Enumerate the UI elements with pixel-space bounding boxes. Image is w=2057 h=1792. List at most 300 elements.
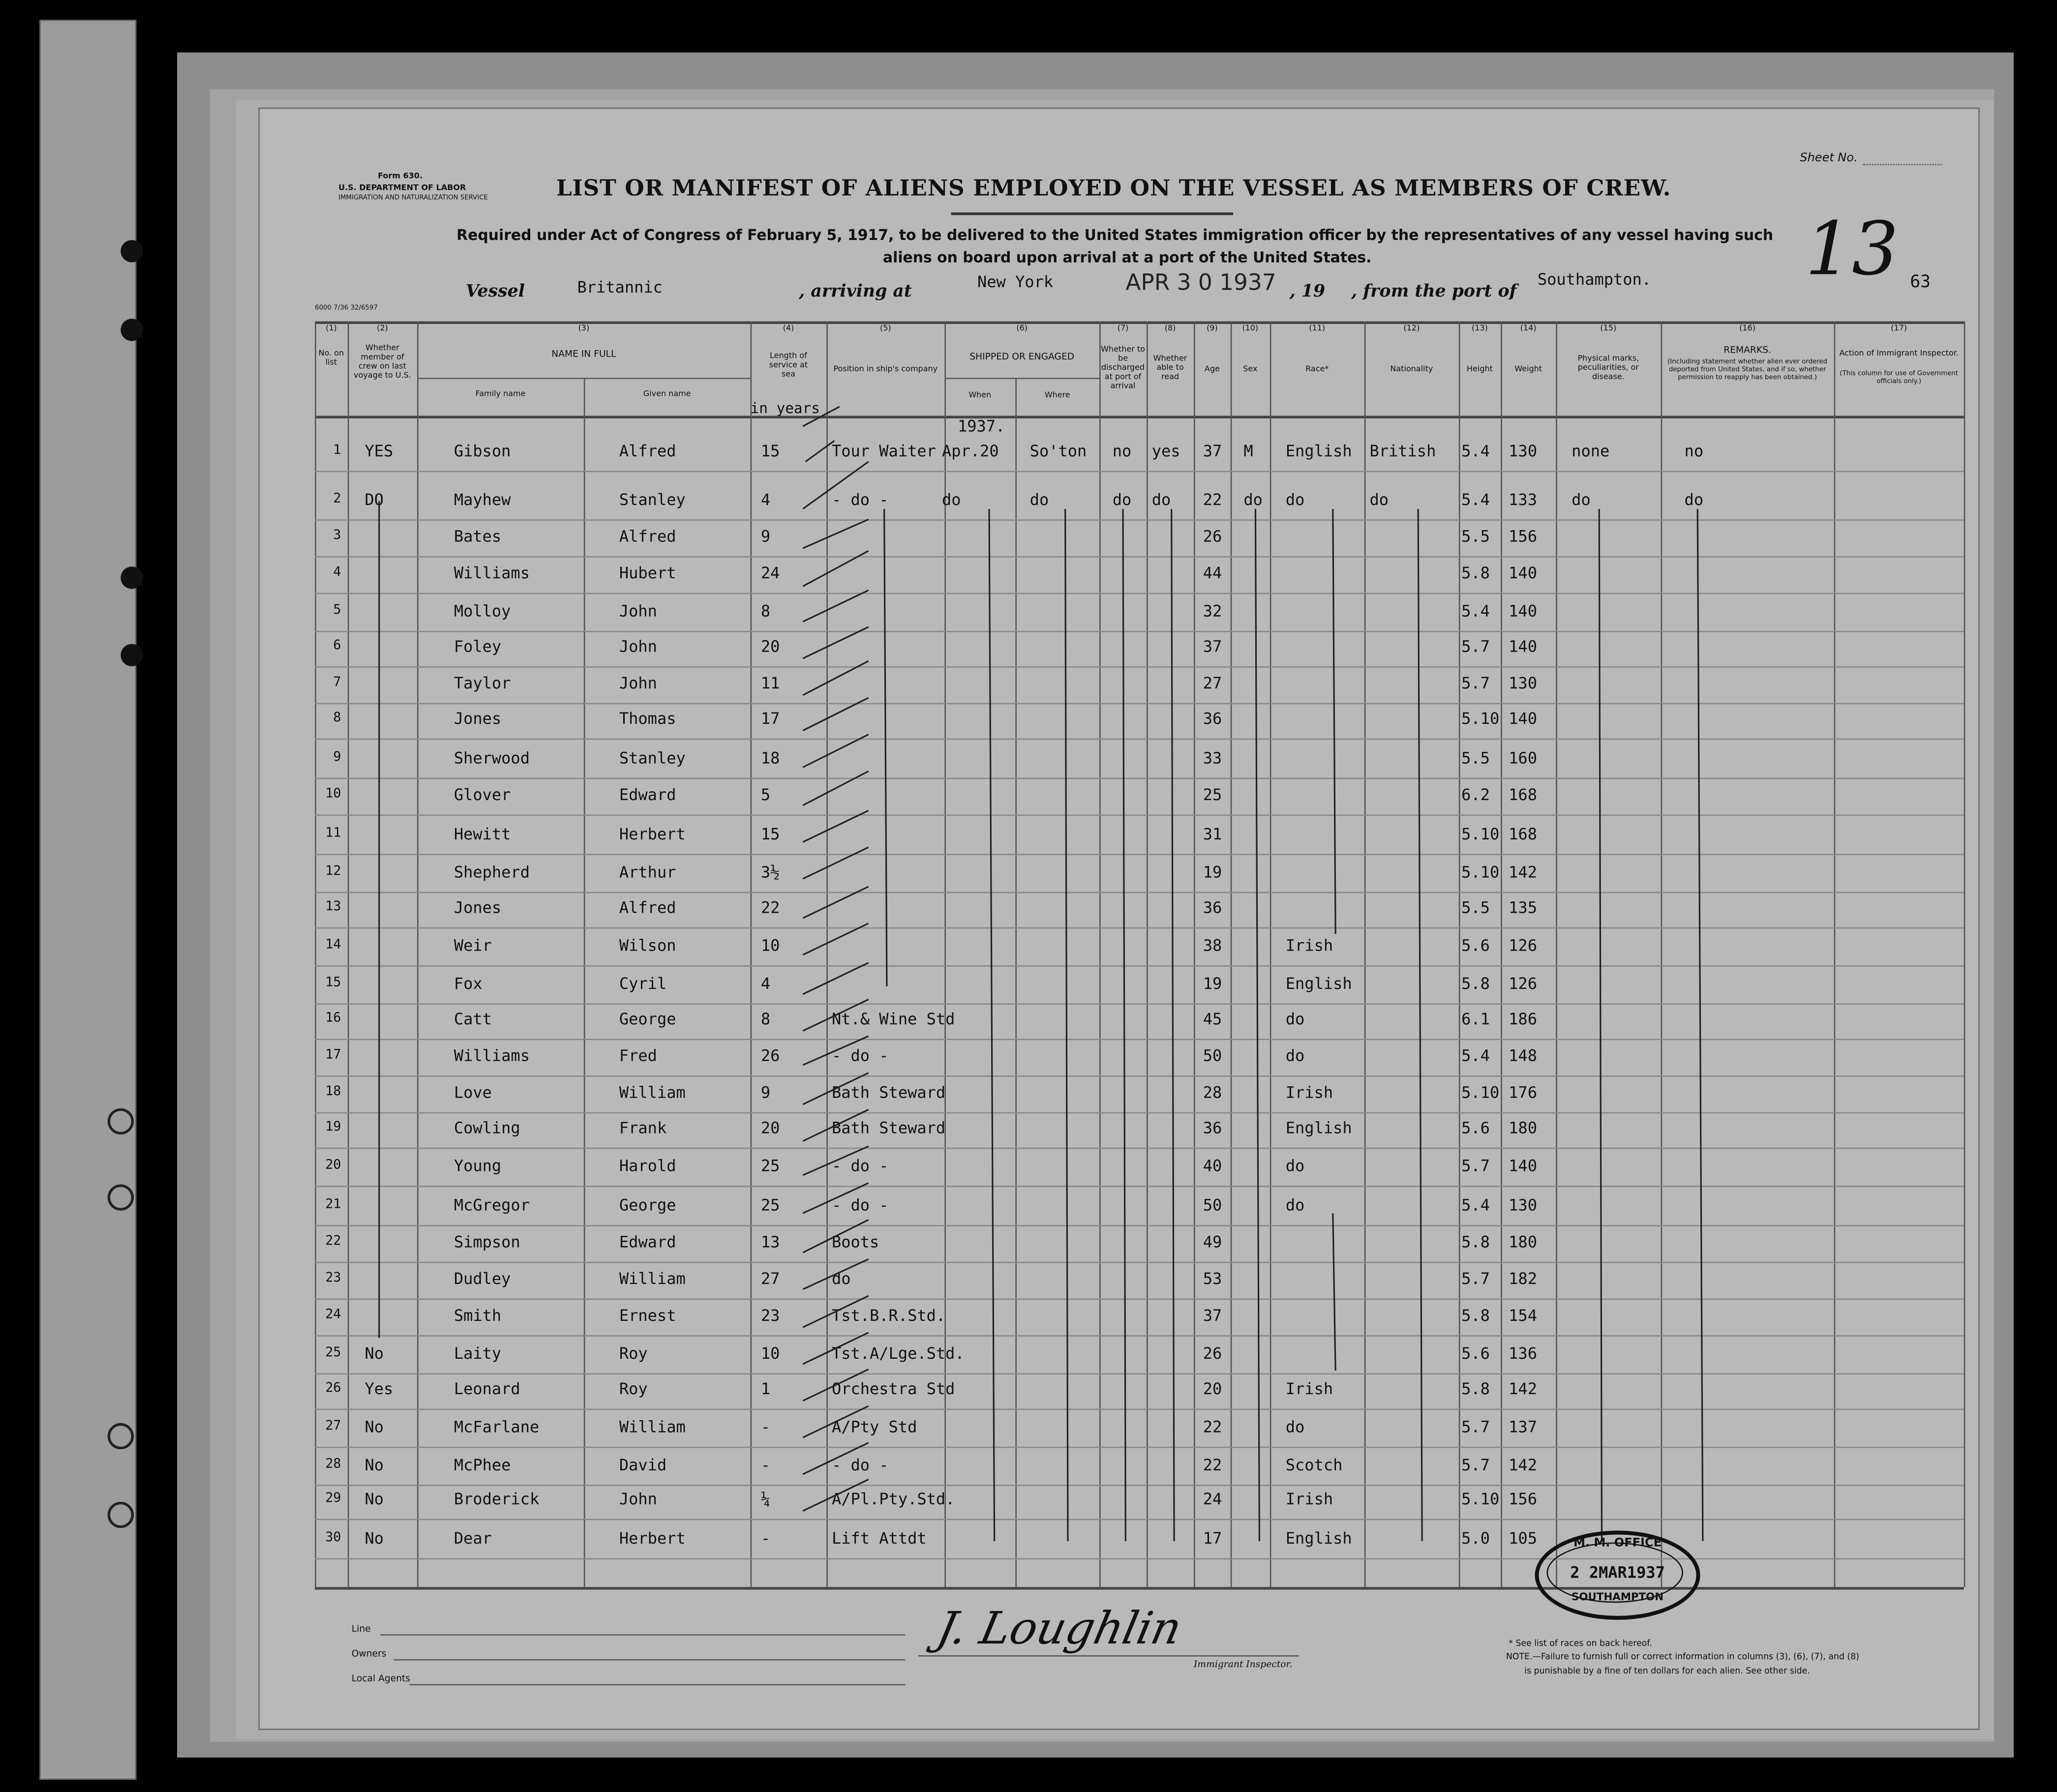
row-given-name: Ernest bbox=[619, 1306, 676, 1325]
row-service-years: 18 bbox=[760, 748, 780, 768]
row-given-name: Arthur bbox=[619, 863, 676, 882]
row-prev-voyage: DO bbox=[364, 490, 384, 509]
inspector-label: Immigrant Inspector. bbox=[1194, 1659, 1293, 1670]
row-height: 6.2 bbox=[1461, 785, 1490, 804]
row-family-name: Sherwood bbox=[454, 748, 530, 768]
row-age: 45 bbox=[1203, 1010, 1222, 1029]
row-height: 5.7 bbox=[1461, 1418, 1490, 1436]
row-family-name: Jones bbox=[454, 898, 502, 917]
row-age: 20 bbox=[1203, 1379, 1222, 1399]
row-age: 19 bbox=[1203, 863, 1222, 882]
col-header-position: Position in ship's company bbox=[833, 364, 938, 374]
row-weight: 180 bbox=[1509, 1119, 1538, 1137]
row-shipped-when: do bbox=[941, 490, 961, 509]
row-race: do bbox=[1285, 1010, 1305, 1029]
row-prev-voyage: YES bbox=[364, 442, 393, 461]
col-num: (13) bbox=[1472, 324, 1488, 333]
row-number: 3 bbox=[333, 528, 341, 543]
row-service-years: 8 bbox=[760, 602, 771, 621]
race-note: * See list of races on back hereof. bbox=[1509, 1638, 1652, 1649]
office-stamp bbox=[1535, 1531, 1700, 1620]
row-height: 5.8 bbox=[1461, 1379, 1490, 1399]
row-family-name: Weir bbox=[454, 936, 492, 955]
row-service-years: 10 bbox=[760, 1344, 780, 1363]
line-rule bbox=[380, 1634, 905, 1636]
row-number: 11 bbox=[325, 826, 341, 841]
from-port: Southampton. bbox=[1537, 270, 1652, 289]
row-age: 49 bbox=[1203, 1233, 1222, 1252]
row-number: 6 bbox=[333, 638, 341, 654]
row-nationality: do bbox=[1369, 490, 1389, 509]
row-race: English bbox=[1285, 1529, 1352, 1548]
row-service-years: 8 bbox=[760, 1010, 771, 1029]
row-given-name: Frank bbox=[619, 1119, 667, 1137]
row-height: 5.10 bbox=[1461, 825, 1500, 843]
row-service-years: 13 bbox=[760, 1233, 780, 1252]
row-service-years: 10 bbox=[760, 936, 780, 955]
row-age: 44 bbox=[1203, 564, 1222, 583]
row-age: 17 bbox=[1203, 1529, 1222, 1548]
row-age: 37 bbox=[1203, 637, 1222, 656]
row-weight: 186 bbox=[1509, 1010, 1538, 1029]
row-weight: 135 bbox=[1509, 898, 1538, 917]
row-sex: do bbox=[1243, 490, 1263, 509]
row-given-name: John bbox=[619, 674, 657, 693]
row-service-years: 1 bbox=[760, 1379, 771, 1399]
row-weight: 130 bbox=[1509, 674, 1538, 693]
row-age: 28 bbox=[1203, 1083, 1222, 1102]
row-given-name: Stanley bbox=[619, 490, 686, 509]
row-family-name: Simpson bbox=[454, 1233, 520, 1252]
row-number: 2 bbox=[333, 492, 341, 507]
col-header-sex: Sex bbox=[1243, 364, 1258, 374]
row-service-years: 9 bbox=[760, 1083, 771, 1102]
row-given-name: Thomas bbox=[619, 709, 676, 728]
row-sex: M bbox=[1243, 442, 1253, 461]
row-age: 38 bbox=[1203, 936, 1222, 955]
col-num: (2) bbox=[377, 324, 388, 333]
row-family-name: Glover bbox=[454, 785, 511, 804]
row-service-years: 26 bbox=[760, 1046, 780, 1065]
row-weight: 140 bbox=[1509, 637, 1538, 656]
row-given-name: Roy bbox=[619, 1379, 648, 1399]
row-age: 26 bbox=[1203, 1344, 1222, 1363]
row-race: English bbox=[1285, 1119, 1352, 1137]
col-num: (4) bbox=[783, 324, 794, 333]
form-number: Form 630. bbox=[378, 172, 423, 181]
row-family-name: Taylor bbox=[454, 674, 511, 693]
year-prefix: , 19 bbox=[1289, 282, 1326, 302]
row-service-years: - bbox=[760, 1456, 771, 1474]
row-family-name: Hewitt bbox=[454, 825, 511, 843]
row-service-years: 22 bbox=[760, 898, 780, 917]
stamp-top-text: M. M. OFFICE bbox=[1573, 1537, 1662, 1551]
row-position: Tst.B.R.Std. bbox=[831, 1306, 946, 1325]
row-remarks: no bbox=[1684, 442, 1704, 461]
row-given-name: George bbox=[619, 1010, 676, 1029]
row-number: 30 bbox=[325, 1530, 341, 1545]
penalty-note-1: NOTE.—Failure to furnish full or correct information in columns (3), (6), (7), and (8) bbox=[1506, 1651, 1859, 1662]
row-number: 15 bbox=[325, 976, 341, 990]
row-family-name: Smith bbox=[454, 1306, 502, 1325]
row-weight: 126 bbox=[1509, 974, 1538, 993]
row-given-name: Roy bbox=[619, 1344, 648, 1363]
row-given-name: John bbox=[619, 637, 657, 656]
row-weight: 140 bbox=[1509, 709, 1538, 728]
row-family-name: Broderick bbox=[454, 1490, 540, 1509]
stamp-date: 2 2MAR1937 bbox=[1570, 1563, 1665, 1582]
row-service-years: - bbox=[760, 1418, 771, 1436]
row-given-name: Alfred bbox=[619, 898, 676, 917]
row-weight: 126 bbox=[1509, 936, 1538, 955]
row-weight: 140 bbox=[1509, 564, 1538, 583]
row-age: 53 bbox=[1203, 1269, 1222, 1288]
row-weight: 130 bbox=[1509, 1196, 1538, 1215]
col-header-where: Where bbox=[1044, 390, 1070, 400]
row-age: 37 bbox=[1203, 1306, 1222, 1325]
row-weight: 154 bbox=[1509, 1306, 1538, 1325]
row-given-name: Stanley bbox=[619, 748, 686, 768]
row-age: 36 bbox=[1203, 709, 1222, 728]
row-position: A/Pty Std bbox=[831, 1418, 917, 1436]
row-prev-voyage: No bbox=[364, 1418, 384, 1436]
row-age: 25 bbox=[1203, 785, 1222, 804]
row-service-years: 3½ bbox=[760, 863, 780, 882]
row-age: 33 bbox=[1203, 748, 1222, 768]
row-given-name: William bbox=[619, 1269, 686, 1288]
row-height: 5.4 bbox=[1461, 1046, 1490, 1065]
col-header-read: Whether able to read bbox=[1153, 354, 1187, 382]
row-service-years: 4 bbox=[760, 490, 771, 509]
row-height: 5.6 bbox=[1461, 1344, 1490, 1363]
row-discharged: do bbox=[1112, 490, 1132, 509]
row-height: 5.7 bbox=[1461, 1269, 1490, 1288]
row-number: 14 bbox=[325, 937, 341, 953]
row-given-name: John bbox=[619, 602, 657, 621]
col-header-given: Given name bbox=[643, 389, 691, 399]
row-weight: 137 bbox=[1509, 1418, 1538, 1436]
row-family-name: Leonard bbox=[454, 1379, 520, 1399]
row-discharged: no bbox=[1112, 442, 1132, 461]
row-given-name: William bbox=[619, 1083, 686, 1102]
row-height: 5.10 bbox=[1461, 709, 1500, 728]
col-num: (3) bbox=[578, 324, 590, 333]
row-weight: 148 bbox=[1509, 1046, 1538, 1065]
row-position: Boots bbox=[831, 1233, 879, 1252]
row-height: 5.8 bbox=[1461, 1233, 1490, 1252]
date-stamp: APR 3 0 1937 bbox=[1125, 270, 1276, 297]
row-service-years: 17 bbox=[760, 709, 780, 728]
row-weight: 176 bbox=[1509, 1083, 1538, 1102]
row-service-years: - bbox=[760, 1529, 771, 1548]
row-shipped-when: Apr.20 bbox=[941, 442, 999, 461]
row-weight: 160 bbox=[1509, 748, 1538, 768]
row-family-name: McFarlane bbox=[454, 1418, 540, 1436]
row-family-name: Gibson bbox=[454, 442, 511, 461]
row-race: do bbox=[1285, 1196, 1305, 1215]
row-number: 25 bbox=[325, 1345, 341, 1360]
row-family-name: Fox bbox=[454, 974, 483, 993]
row-family-name: McGregor bbox=[454, 1196, 530, 1215]
row-age: 36 bbox=[1203, 1119, 1222, 1137]
row-given-name: Alfred bbox=[619, 442, 676, 461]
row-weight: 130 bbox=[1509, 442, 1538, 461]
col-header-action: Action of Immigrant Inspector. bbox=[1839, 349, 1959, 358]
row-weight: 105 bbox=[1509, 1529, 1538, 1548]
from-label: , from the port of bbox=[1351, 282, 1517, 302]
col-header-when: When bbox=[968, 390, 992, 400]
row-weight: 133 bbox=[1509, 490, 1538, 509]
row-height: 5.10 bbox=[1461, 863, 1500, 882]
row-height: 5.4 bbox=[1461, 602, 1490, 621]
row-service-years: 4 bbox=[760, 974, 771, 993]
row-weight: 182 bbox=[1509, 1269, 1538, 1288]
row-service-years: 15 bbox=[760, 442, 780, 461]
row-prev-voyage: No bbox=[364, 1456, 384, 1474]
row-weight: 140 bbox=[1509, 1157, 1538, 1175]
row-family-name: Dear bbox=[454, 1529, 492, 1548]
row-position: A/Pl.Pty.Std. bbox=[831, 1490, 955, 1509]
row-given-name: George bbox=[619, 1196, 676, 1215]
sheet-label: Sheet No. bbox=[1800, 152, 1858, 166]
row-family-name: Williams bbox=[454, 1046, 530, 1065]
row-number: 21 bbox=[325, 1197, 341, 1212]
col-num: (16) bbox=[1739, 324, 1755, 333]
row-race: Scotch bbox=[1285, 1456, 1343, 1474]
row-number: 1 bbox=[333, 443, 341, 458]
row-height: 5.6 bbox=[1461, 936, 1490, 955]
row-prev-voyage: No bbox=[364, 1529, 384, 1548]
row-height: 5.4 bbox=[1461, 442, 1490, 461]
row-family-name: Jones bbox=[454, 709, 502, 728]
row-number: 12 bbox=[325, 864, 341, 879]
row-position: - do - bbox=[831, 1456, 889, 1474]
row-family-name: Bates bbox=[454, 527, 502, 546]
col-num: (6) bbox=[1016, 324, 1028, 333]
owners-rule bbox=[393, 1659, 905, 1661]
row-number: 19 bbox=[325, 1120, 341, 1135]
row-family-name: Williams bbox=[454, 564, 530, 583]
col-header-remarks: REMARKS. bbox=[1724, 345, 1771, 356]
col-header-weight: Weight bbox=[1514, 364, 1543, 374]
row-height: 6.1 bbox=[1461, 1010, 1490, 1029]
col-num: (5) bbox=[879, 324, 891, 333]
row-age: 22 bbox=[1203, 1418, 1222, 1436]
row-number: 20 bbox=[325, 1158, 341, 1173]
row-height: 5.4 bbox=[1461, 490, 1490, 509]
col-header-remarks-note: (Including statement whether alien ever ordered deported from United States, and if so, whether permission to reapply has been obtained.) bbox=[1667, 358, 1828, 382]
col-header-age: Age bbox=[1204, 364, 1220, 374]
row-service-years: 27 bbox=[760, 1269, 780, 1288]
penalty-note-2: is punishable by a fine of ten dollars for each alien. See other side. bbox=[1524, 1666, 1810, 1676]
row-position: Nt.& Wine Std bbox=[831, 1010, 955, 1029]
row-number: 16 bbox=[325, 1011, 341, 1026]
row-age: 19 bbox=[1203, 974, 1222, 993]
row-service-years: 9 bbox=[760, 527, 771, 546]
row-weight: 168 bbox=[1509, 785, 1538, 804]
col-header-action-note: (This column for use of Government officials only.) bbox=[1840, 370, 1958, 386]
row-service-years: 25 bbox=[760, 1157, 780, 1175]
subtitle-line-1: Required under Act of Congress of February 5, 1917, to be delivered to the United States immigration officer by the representatives of any vessel having such bbox=[456, 227, 1774, 244]
row-race: Irish bbox=[1285, 936, 1333, 955]
row-weight: 168 bbox=[1509, 825, 1538, 843]
row-family-name: Mayhew bbox=[454, 490, 511, 509]
row-age: 36 bbox=[1203, 898, 1222, 917]
col-num: (14) bbox=[1520, 324, 1537, 333]
page-number: 63 bbox=[1910, 272, 1931, 293]
row-remarks: do bbox=[1684, 490, 1704, 509]
row-family-name: Dudley bbox=[454, 1269, 511, 1288]
row-position: do bbox=[831, 1269, 851, 1288]
col-num: (9) bbox=[1207, 324, 1218, 333]
col-header-shipped: SHIPPED OR ENGAGED bbox=[969, 351, 1075, 362]
row-weight: 142 bbox=[1509, 1379, 1538, 1399]
signature-rule bbox=[918, 1655, 1299, 1657]
col-header-marks: Physical marks, peculiarities, or disease. bbox=[1577, 354, 1639, 382]
row-family-name: Catt bbox=[454, 1010, 492, 1029]
row-height: 5.7 bbox=[1461, 674, 1490, 693]
row-given-name: Edward bbox=[619, 1233, 676, 1252]
col-header-discharged: Whether to be discharged at port of arrival bbox=[1101, 345, 1145, 391]
row-race: Irish bbox=[1285, 1490, 1333, 1509]
row-position: Bath Steward bbox=[831, 1083, 946, 1102]
stamp-bottom-text: SOUTHAMPTON bbox=[1571, 1591, 1664, 1603]
col-header-height: Height bbox=[1467, 364, 1493, 374]
row-physical-marks: none bbox=[1572, 442, 1610, 461]
col-num: (7) bbox=[1117, 324, 1129, 333]
department: U.S. DEPARTMENT OF LABOR bbox=[338, 183, 466, 193]
row-family-name: Shepherd bbox=[454, 863, 530, 882]
row-family-name: Foley bbox=[454, 637, 502, 656]
row-age: 27 bbox=[1203, 674, 1222, 693]
row-height: 5.10 bbox=[1461, 1083, 1500, 1102]
row-service-years: 5 bbox=[760, 785, 771, 804]
col-header-no: No. on list bbox=[318, 349, 344, 367]
row-service-years: 15 bbox=[760, 825, 780, 843]
row-position: Lift Attdt bbox=[831, 1529, 927, 1548]
row-shipped-where: So'ton bbox=[1029, 442, 1087, 461]
row-height: 5.8 bbox=[1461, 974, 1490, 993]
col-header-race: Race* bbox=[1305, 364, 1329, 374]
row-age: 31 bbox=[1203, 825, 1222, 843]
row-prev-voyage: Yes bbox=[364, 1379, 393, 1399]
row-given-name: Cyril bbox=[619, 974, 667, 993]
col-num: (15) bbox=[1600, 324, 1617, 333]
subtitle-line-2: aliens on board upon arrival at a port of the United States. bbox=[882, 249, 1372, 267]
vessel-label: Vessel bbox=[465, 282, 525, 302]
row-race: do bbox=[1285, 1046, 1305, 1065]
col-num: (8) bbox=[1164, 324, 1176, 333]
row-number: 7 bbox=[333, 675, 341, 690]
row-height: 5.8 bbox=[1461, 1306, 1490, 1325]
row-service-years: ¼ bbox=[760, 1490, 771, 1509]
row-number: 24 bbox=[325, 1308, 341, 1322]
row-weight: 156 bbox=[1509, 1490, 1538, 1509]
row-age: 50 bbox=[1203, 1196, 1222, 1215]
row-height: 5.7 bbox=[1461, 637, 1490, 656]
row-given-name: Herbert bbox=[619, 1529, 686, 1548]
row-position: Bath Steward bbox=[831, 1119, 946, 1137]
col-num: (17) bbox=[1891, 324, 1907, 333]
row-number: 9 bbox=[333, 750, 341, 765]
row-given-name: Edward bbox=[619, 785, 676, 804]
row-height: 5.6 bbox=[1461, 1119, 1490, 1137]
service: IMMIGRATION AND NATURALIZATION SERVICE bbox=[338, 194, 488, 202]
row-weight: 142 bbox=[1509, 863, 1538, 882]
row-given-name: David bbox=[619, 1456, 667, 1474]
row-number: 13 bbox=[325, 899, 341, 914]
row-weight: 156 bbox=[1509, 527, 1538, 546]
row-position: - do - bbox=[831, 1157, 889, 1175]
col-header-service: Length of service at sea bbox=[769, 351, 808, 379]
page-title: LIST OR MANIFEST OF ALIENS EMPLOYED ON THE VESSEL AS MEMBERS OF CREW. bbox=[556, 176, 1671, 202]
row-able-to-read: yes bbox=[1151, 442, 1180, 461]
row-service-years: 24 bbox=[760, 564, 780, 583]
arriving-label: , arriving at bbox=[799, 282, 912, 302]
row-height: 5.0 bbox=[1461, 1529, 1490, 1548]
row-family-name: Love bbox=[454, 1083, 492, 1102]
row-race: Irish bbox=[1285, 1379, 1333, 1399]
vessel-name: Britannic bbox=[577, 278, 663, 297]
row-weight: 142 bbox=[1509, 1456, 1538, 1474]
row-age: 37 bbox=[1203, 442, 1222, 461]
row-family-name: Laity bbox=[454, 1344, 502, 1363]
row-given-name: Wilson bbox=[619, 936, 676, 955]
row-position: - do - bbox=[831, 1046, 889, 1065]
row-age: 24 bbox=[1203, 1490, 1222, 1509]
row-height: 5.8 bbox=[1461, 564, 1490, 583]
row-service-years: 25 bbox=[760, 1196, 780, 1215]
row-position: - do - bbox=[831, 1196, 889, 1215]
arriving-port: New York bbox=[977, 272, 1054, 292]
row-race: English bbox=[1285, 442, 1352, 461]
row-position: Orchestra Std bbox=[831, 1379, 955, 1399]
col-num: (11) bbox=[1309, 324, 1326, 333]
row-family-name: Molloy bbox=[454, 602, 511, 621]
row-given-name: William bbox=[619, 1418, 686, 1436]
row-position: Tst.A/Lge.Std. bbox=[831, 1344, 965, 1363]
row-number: 29 bbox=[325, 1491, 341, 1506]
row-height: 5.5 bbox=[1461, 748, 1490, 768]
row-weight: 136 bbox=[1509, 1344, 1538, 1363]
row-able-to-read: do bbox=[1151, 490, 1171, 509]
row-given-name: Fred bbox=[619, 1046, 657, 1065]
col-header-name: NAME IN FULL bbox=[551, 349, 616, 359]
sheet-number-handwritten: 13 bbox=[1805, 207, 1899, 293]
row-number: 18 bbox=[325, 1084, 341, 1100]
row-service-years: 23 bbox=[760, 1306, 780, 1325]
row-family-name: McPhee bbox=[454, 1456, 511, 1474]
row-age: 22 bbox=[1203, 490, 1222, 509]
col-header-nationality: Nationality bbox=[1390, 364, 1433, 374]
row-given-name: Herbert bbox=[619, 825, 686, 843]
row-number: 5 bbox=[333, 603, 341, 618]
row-height: 5.5 bbox=[1461, 527, 1490, 546]
inspector-signature: J. Loughlin bbox=[932, 1603, 1186, 1655]
row-race: Irish bbox=[1285, 1083, 1333, 1102]
row-number: 27 bbox=[325, 1419, 341, 1434]
row-family-name: Young bbox=[454, 1157, 502, 1175]
row-given-name: Hubert bbox=[619, 564, 676, 583]
row-physical-marks: do bbox=[1572, 490, 1591, 509]
row-number: 4 bbox=[333, 565, 341, 580]
col-num: (12) bbox=[1403, 324, 1420, 333]
row-age: 22 bbox=[1203, 1456, 1222, 1474]
col-header-prev-voyage: Whether member of crew on last voyage to U.S. bbox=[354, 343, 411, 381]
year-note: 1937. bbox=[957, 417, 1005, 436]
col-header-service-units: in years bbox=[750, 400, 820, 418]
row-prev-voyage: No bbox=[364, 1490, 384, 1509]
